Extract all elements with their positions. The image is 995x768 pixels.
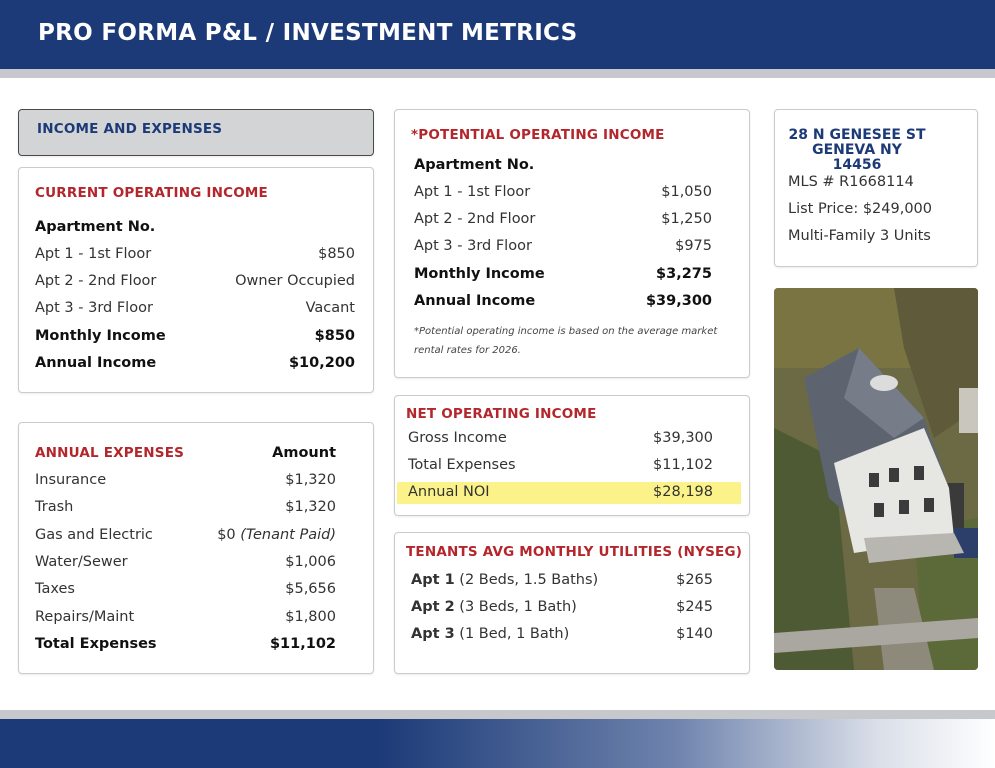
amount-header: Amount: [272, 445, 336, 461]
income-expenses-label: INCOME AND EXPENSES: [37, 121, 223, 137]
utilities-card: [394, 532, 750, 674]
page-header: [0, 0, 995, 69]
total-expenses-row: Total Expenses $11,102: [35, 636, 336, 652]
monthly-income-row: Monthly Income $850: [35, 328, 355, 344]
monthly-income-row: Monthly Income $3,275: [414, 266, 712, 282]
table-row: Insurance $1,320: [35, 472, 336, 488]
table-row: Apt 3 - 3rd Floor Vacant: [35, 300, 355, 316]
annual-income-row: Annual Income $39,300: [414, 293, 712, 309]
current-income-card: [18, 167, 374, 393]
potential-income-note: *Potential operating income is based on the average market rental rates for 2026.: [414, 326, 718, 356]
table-row: Apt 3 - 3rd Floor $975: [414, 238, 712, 254]
potential-income-card: [394, 109, 750, 378]
table-row: Apt 1 (2 Beds, 1.5 Baths) $265: [411, 572, 713, 588]
table-row: Apt 2 - 2nd Floor $1,250: [414, 211, 712, 227]
table-row: Gross Income $39,300: [408, 430, 713, 446]
table-row: Trash $1,320: [35, 499, 336, 515]
table-row: Total Expenses $11,102: [408, 457, 713, 473]
table-row: Repairs/Maint $1,800: [35, 609, 336, 625]
mls-number: MLS # R1668114: [788, 174, 914, 190]
current-income-column-header: Apartment No.: [35, 219, 156, 235]
table-row: Apt 2 (3 Beds, 1 Bath) $245: [411, 599, 713, 615]
annual-expenses-card: [18, 422, 374, 674]
table-row: Apt 1 - 1st Floor $850: [35, 246, 355, 262]
property-address: 28 N GENESEE ST GENEVA NY 14456: [788, 127, 926, 173]
property-aerial-photo: [774, 288, 978, 670]
table-row: Taxes $5,656: [35, 581, 336, 597]
potential-income-title: *POTENTIAL OPERATING INCOME: [411, 127, 665, 143]
annual-income-row: Annual Income $10,200: [35, 355, 355, 371]
property-info-card: [774, 109, 978, 267]
potential-income-column-header: Apartment No.: [414, 157, 535, 173]
current-income-title: CURRENT OPERATING INCOME: [35, 185, 268, 201]
table-row: Apt 1 - 1st Floor $1,050: [414, 184, 712, 200]
page-title: PRO FORMA P&L / INVESTMENT METRICS: [38, 20, 578, 46]
list-price: List Price: $249,000: [788, 201, 933, 217]
header-divider: [0, 69, 995, 78]
table-row: Water/Sewer $1,006: [35, 554, 336, 570]
page-footer: [0, 719, 995, 768]
footer-divider: [0, 710, 995, 719]
table-row: Apt 3 (1 Bed, 1 Bath) $140: [411, 626, 713, 642]
table-row: Apt 2 - 2nd Floor Owner Occupied: [35, 273, 355, 289]
annual-expenses-title: ANNUAL EXPENSES: [35, 445, 185, 461]
income-expenses-tab: [18, 109, 374, 156]
table-row: Gas and Electric $0 (Tenant Paid): [35, 527, 336, 543]
noi-title: NET OPERATING INCOME: [406, 406, 597, 422]
property-type: Multi-Family 3 Units: [788, 228, 931, 244]
utilities-title: TENANTS AVG MONTHLY UTILITIES (NYSEG): [406, 544, 743, 560]
annual-noi-row: Annual NOI $28,198: [408, 484, 713, 500]
property-photo-illustration: [774, 288, 978, 670]
